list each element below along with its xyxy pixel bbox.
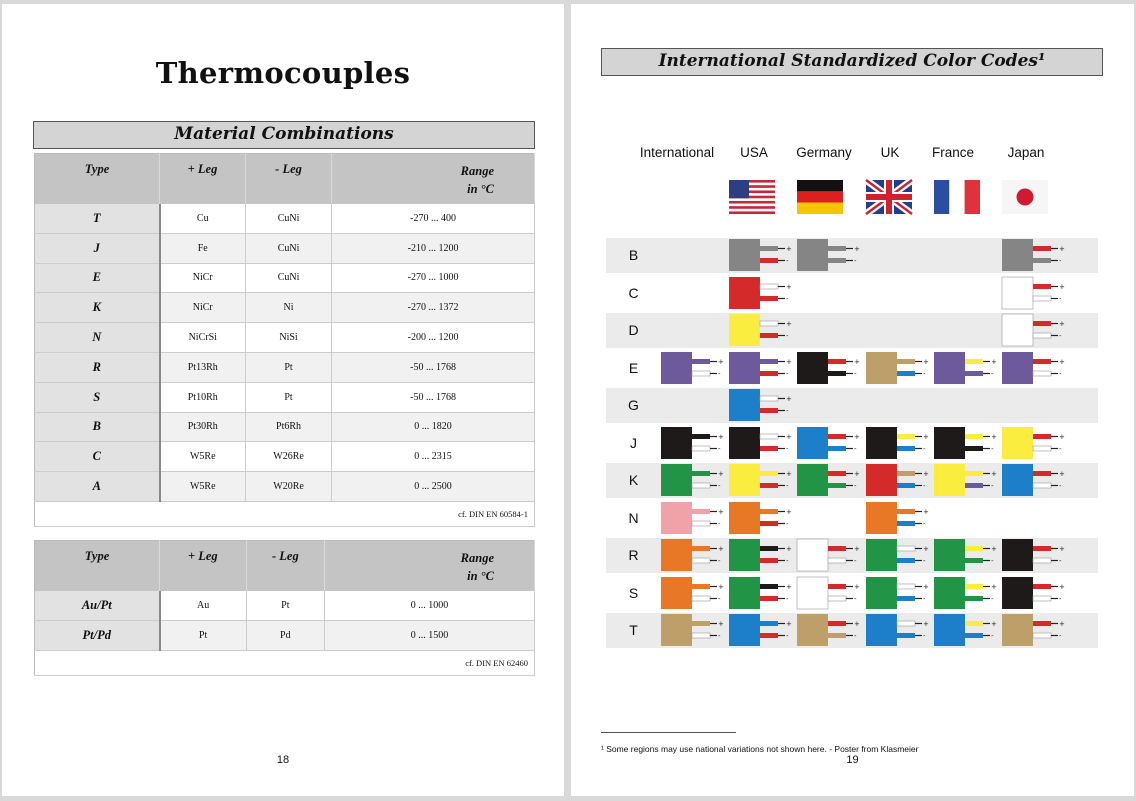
cable-swatch <box>797 539 859 572</box>
color-code-row <box>606 426 1098 461</box>
cell-plus: Pt10Rh <box>160 382 246 412</box>
cable-swatch <box>866 427 928 460</box>
svg-text:-: - <box>854 557 857 565</box>
cable-swatch <box>797 239 859 272</box>
cable-swatch <box>866 352 928 385</box>
color-code-row <box>606 276 1098 311</box>
color-code-row <box>606 463 1098 498</box>
page-title: Thermocouples <box>155 56 411 90</box>
cable-swatch <box>797 427 859 460</box>
cell-minus: Pt6Rh <box>246 412 332 442</box>
color-code-row <box>606 538 1098 573</box>
cell-plus: Fe <box>160 233 246 263</box>
svg-text:-: - <box>1059 369 1062 378</box>
cable-swatch <box>1002 314 1064 347</box>
cell-minus: Pd <box>246 620 324 650</box>
svg-text:+: + <box>854 357 860 366</box>
cell-minus: Pt <box>246 591 324 621</box>
cable-swatch <box>729 577 791 610</box>
cell-minus: Pt <box>246 352 332 382</box>
cell-minus: CuNi <box>246 204 332 234</box>
right-page <box>571 4 1134 796</box>
cable-swatch <box>661 352 723 385</box>
svg-text:-: - <box>1059 632 1062 640</box>
cable-swatch <box>729 502 791 535</box>
svg-text:-: - <box>786 482 789 490</box>
region-header: France <box>931 145 975 160</box>
material-table <box>34 153 535 527</box>
cell-range: 0 ... 1000 <box>325 591 535 621</box>
svg-text:+: + <box>1059 432 1065 441</box>
cable-swatch <box>661 502 723 535</box>
svg-text:+: + <box>718 470 724 478</box>
svg-text:-: - <box>991 444 994 453</box>
section-banner: International Standardized Color Codes¹ <box>601 48 1103 76</box>
svg-text:+: + <box>854 620 860 628</box>
cell-range: 0 ... 2500 <box>332 472 535 502</box>
cell-type: K <box>35 293 160 323</box>
table-reference: cf. DIN EN 60584-1 <box>35 501 535 526</box>
svg-text:+: + <box>1059 245 1065 253</box>
cell-minus: NiSi <box>246 323 332 353</box>
cable-swatch <box>729 539 791 572</box>
type-label: C <box>628 284 639 301</box>
cable-swatch <box>729 389 791 422</box>
cable-swatch <box>1002 239 1064 272</box>
cell-plus: Au <box>160 591 247 621</box>
svg-text:-: - <box>923 557 926 565</box>
cell-plus: Cu <box>160 204 246 234</box>
cell-type: R <box>35 352 160 382</box>
cable-swatch <box>934 577 996 610</box>
svg-text:-: - <box>786 257 789 265</box>
footnote-rule <box>601 732 736 733</box>
cell-range: -200 ... 1200 <box>332 323 535 353</box>
cell-range: -270 ... 400 <box>332 204 535 234</box>
color-code-row <box>606 388 1098 423</box>
cable-swatch <box>866 577 928 610</box>
svg-text:+: + <box>786 545 792 553</box>
cable-swatch <box>661 577 723 610</box>
cell-type: N <box>35 323 160 353</box>
page-number: 18 <box>276 754 290 766</box>
region-header: Germany <box>796 145 852 160</box>
cell-type: T <box>35 204 160 234</box>
svg-text:+: + <box>991 432 997 441</box>
svg-text:+: + <box>923 582 929 591</box>
svg-text:+: + <box>991 582 997 591</box>
type-label: B <box>628 247 639 263</box>
section-banner: Material Combinations <box>33 121 535 149</box>
usa-flag-icon <box>729 180 775 214</box>
svg-text:+: + <box>1059 582 1065 591</box>
svg-text:-: - <box>991 369 994 378</box>
type-label: T <box>629 622 638 638</box>
svg-text:-: - <box>786 594 789 603</box>
svg-text:-: - <box>991 557 994 565</box>
svg-text:-: - <box>1059 294 1062 303</box>
cell-minus: W20Re <box>246 472 332 502</box>
svg-text:+: + <box>1059 320 1065 328</box>
cable-swatch <box>729 614 791 647</box>
japan-flag-icon <box>1002 180 1048 214</box>
svg-text:-: - <box>718 482 721 490</box>
cell-range: -270 ... 1000 <box>332 263 535 293</box>
svg-text:-: - <box>1059 257 1062 265</box>
cable-swatch <box>934 352 996 385</box>
region-header: International <box>639 145 715 160</box>
svg-text:+: + <box>786 395 792 403</box>
type-label: J <box>630 434 637 451</box>
cell-plus: NiCr <box>160 293 246 323</box>
svg-text:+: + <box>718 432 724 441</box>
cable-swatch <box>661 464 723 497</box>
type-label: K <box>628 472 639 488</box>
cell-plus: NiCr <box>160 263 246 293</box>
table-row <box>35 293 535 323</box>
svg-text:-: - <box>1059 557 1062 565</box>
type-label: R <box>628 547 639 563</box>
color-code-row <box>606 351 1098 386</box>
cable-swatch <box>729 239 791 272</box>
svg-text:-: - <box>854 369 857 378</box>
cable-swatch <box>866 502 928 535</box>
table-row <box>35 233 535 263</box>
cable-swatch <box>797 614 859 647</box>
svg-text:+: + <box>718 545 724 553</box>
table-row <box>35 263 535 293</box>
svg-text:+: + <box>854 432 860 441</box>
svg-text:+: + <box>923 357 929 366</box>
cell-minus: W26Re <box>246 442 332 472</box>
cable-swatch <box>797 464 859 497</box>
cable-swatch <box>661 614 723 647</box>
svg-text:-: - <box>786 444 789 453</box>
cable-swatch <box>1002 352 1064 385</box>
svg-text:-: - <box>1059 482 1062 490</box>
table-row <box>35 382 535 412</box>
cable-swatch <box>729 277 791 310</box>
cable-swatch <box>729 464 791 497</box>
svg-text:+: + <box>718 582 724 591</box>
cell-plus: Pt30Rh <box>160 412 246 442</box>
svg-text:-: - <box>718 594 721 603</box>
col-header-plus: + Leg <box>160 541 247 591</box>
cell-range: -50 ... 1768 <box>332 382 535 412</box>
cable-swatch <box>866 539 928 572</box>
cable-swatch <box>1002 614 1064 647</box>
page-number: 19 <box>846 754 859 766</box>
cell-type: E <box>35 263 160 293</box>
region-header: Japan <box>1007 145 1045 160</box>
col-header-minus: - Leg <box>246 541 324 591</box>
cell-type: A <box>35 472 160 502</box>
table-row <box>35 620 535 650</box>
svg-text:+: + <box>923 545 929 553</box>
svg-text:+: + <box>786 320 792 328</box>
cell-plus: Pt13Rh <box>160 352 246 382</box>
cable-swatch <box>1002 539 1064 572</box>
cable-swatch <box>661 539 723 572</box>
svg-text:+: + <box>923 432 929 441</box>
cell-range: -50 ... 1768 <box>332 352 535 382</box>
color-code-row <box>606 613 1098 648</box>
type-label: G <box>628 397 639 413</box>
svg-text:-: - <box>854 594 857 603</box>
uk-flag-icon <box>866 180 912 214</box>
col-header-plus: + Leg <box>160 154 246 204</box>
svg-text:-: - <box>718 369 721 378</box>
cable-swatch <box>797 352 859 385</box>
region-header: USA <box>740 145 768 160</box>
color-code-row <box>606 238 1098 273</box>
cell-type: J <box>35 233 160 263</box>
cable-swatch <box>661 427 723 460</box>
france-flag-icon <box>934 180 980 214</box>
table-row <box>35 442 535 472</box>
region-header: UK <box>880 145 900 160</box>
col-header-type: Type <box>35 541 160 591</box>
svg-text:+: + <box>991 545 997 553</box>
table-row <box>35 352 535 382</box>
table-row <box>35 323 535 353</box>
col-header-range: Range in °C <box>325 541 535 591</box>
cell-range: 0 ... 2315 <box>332 442 535 472</box>
svg-text:-: - <box>786 632 789 640</box>
color-code-row <box>606 313 1098 348</box>
svg-text:+: + <box>786 582 792 591</box>
cable-swatch <box>866 464 928 497</box>
svg-text:-: - <box>718 444 721 453</box>
cable-swatch <box>934 427 996 460</box>
svg-text:-: - <box>786 369 789 378</box>
cable-swatch <box>1002 427 1064 460</box>
col-header-range: Range in °C <box>332 154 535 204</box>
cable-swatch <box>1002 577 1064 610</box>
cell-minus: CuNi <box>246 233 332 263</box>
svg-text:-: - <box>923 519 926 528</box>
table-row <box>35 591 535 621</box>
footnote: ¹ Some regions may use national variations not shown here. - Poster from Klasmeier <box>601 744 919 754</box>
col-header-minus: - Leg <box>246 154 332 204</box>
type-label: E <box>628 359 639 376</box>
svg-text:+: + <box>718 620 724 628</box>
cable-swatch <box>1002 277 1064 310</box>
cell-plus: NiCrSi <box>160 323 246 353</box>
col-header-type: Type <box>35 154 160 204</box>
svg-text:+: + <box>854 470 860 478</box>
table-row <box>35 204 535 234</box>
cell-minus: Ni <box>246 293 332 323</box>
table-reference: cf. DIN EN 62460 <box>35 650 535 675</box>
svg-text:+: + <box>923 620 929 628</box>
cable-swatch <box>866 614 928 647</box>
color-code-row <box>606 576 1098 611</box>
type-label: S <box>628 584 639 601</box>
svg-text:+: + <box>854 582 860 591</box>
svg-text:-: - <box>1059 444 1062 453</box>
cell-type: S <box>35 382 160 412</box>
svg-text:-: - <box>991 632 994 640</box>
svg-text:+: + <box>991 620 997 628</box>
table-row <box>35 472 535 502</box>
cell-range: -270 ... 1372 <box>332 293 535 323</box>
svg-text:+: + <box>854 545 860 553</box>
svg-text:-: - <box>923 482 926 490</box>
svg-text:-: - <box>1059 332 1062 340</box>
left-page <box>2 4 564 796</box>
svg-text:+: + <box>1059 470 1065 478</box>
svg-text:-: - <box>923 444 926 453</box>
cable-swatch <box>729 427 791 460</box>
svg-text:-: - <box>854 444 857 453</box>
cell-type: Pt/Pd <box>35 620 160 650</box>
cable-swatch <box>729 352 791 385</box>
svg-text:-: - <box>854 482 857 490</box>
table-row <box>35 412 535 442</box>
svg-text:+: + <box>1059 545 1065 553</box>
svg-text:+: + <box>786 507 792 516</box>
precious-metal-table <box>34 540 535 676</box>
svg-text:+: + <box>991 470 997 478</box>
svg-text:-: - <box>991 594 994 603</box>
svg-text:-: - <box>923 369 926 378</box>
svg-text:+: + <box>923 470 929 478</box>
svg-text:+: + <box>923 507 929 516</box>
svg-text:-: - <box>786 519 789 528</box>
svg-text:-: - <box>1059 594 1062 603</box>
cell-plus: Pt <box>160 620 247 650</box>
svg-text:+: + <box>718 357 724 366</box>
svg-text:-: - <box>718 519 721 528</box>
svg-text:+: + <box>718 507 724 516</box>
cable-swatch <box>934 614 996 647</box>
svg-text:-: - <box>786 557 789 565</box>
svg-text:-: - <box>786 407 789 415</box>
svg-text:-: - <box>854 632 857 640</box>
cell-plus: W5Re <box>160 472 246 502</box>
cell-range: -210 ... 1200 <box>332 233 535 263</box>
cell-minus: CuNi <box>246 263 332 293</box>
svg-text:+: + <box>1059 620 1065 628</box>
cable-swatch <box>934 539 996 572</box>
type-label: D <box>628 322 639 338</box>
svg-text:-: - <box>854 257 857 265</box>
svg-text:+: + <box>1059 357 1065 366</box>
svg-text:-: - <box>923 594 926 603</box>
svg-text:-: - <box>991 482 994 490</box>
cell-type: Au/Pt <box>35 591 160 621</box>
svg-text:+: + <box>786 432 792 441</box>
germany-flag-icon <box>797 180 843 214</box>
cell-plus: W5Re <box>160 442 246 472</box>
svg-text:+: + <box>1059 282 1065 291</box>
svg-text:-: - <box>786 332 789 340</box>
cell-range: 0 ... 1820 <box>332 412 535 442</box>
cell-minus: Pt <box>246 382 332 412</box>
svg-text:+: + <box>786 282 792 291</box>
svg-text:+: + <box>786 620 792 628</box>
color-code-row <box>606 501 1098 536</box>
cable-swatch <box>729 314 791 347</box>
svg-text:+: + <box>786 357 792 366</box>
svg-text:+: + <box>786 470 792 478</box>
svg-text:+: + <box>786 245 792 253</box>
svg-text:-: - <box>786 294 789 303</box>
svg-text:-: - <box>923 632 926 640</box>
svg-text:-: - <box>718 557 721 565</box>
cell-range: 0 ... 1500 <box>325 620 535 650</box>
cell-type: B <box>35 412 160 442</box>
svg-text:+: + <box>854 245 860 253</box>
cable-swatch <box>1002 464 1064 497</box>
cable-swatch <box>934 464 996 497</box>
cell-type: C <box>35 442 160 472</box>
cable-swatch <box>797 577 859 610</box>
type-label: N <box>628 509 639 526</box>
svg-text:+: + <box>991 357 997 366</box>
svg-text:-: - <box>718 632 721 640</box>
